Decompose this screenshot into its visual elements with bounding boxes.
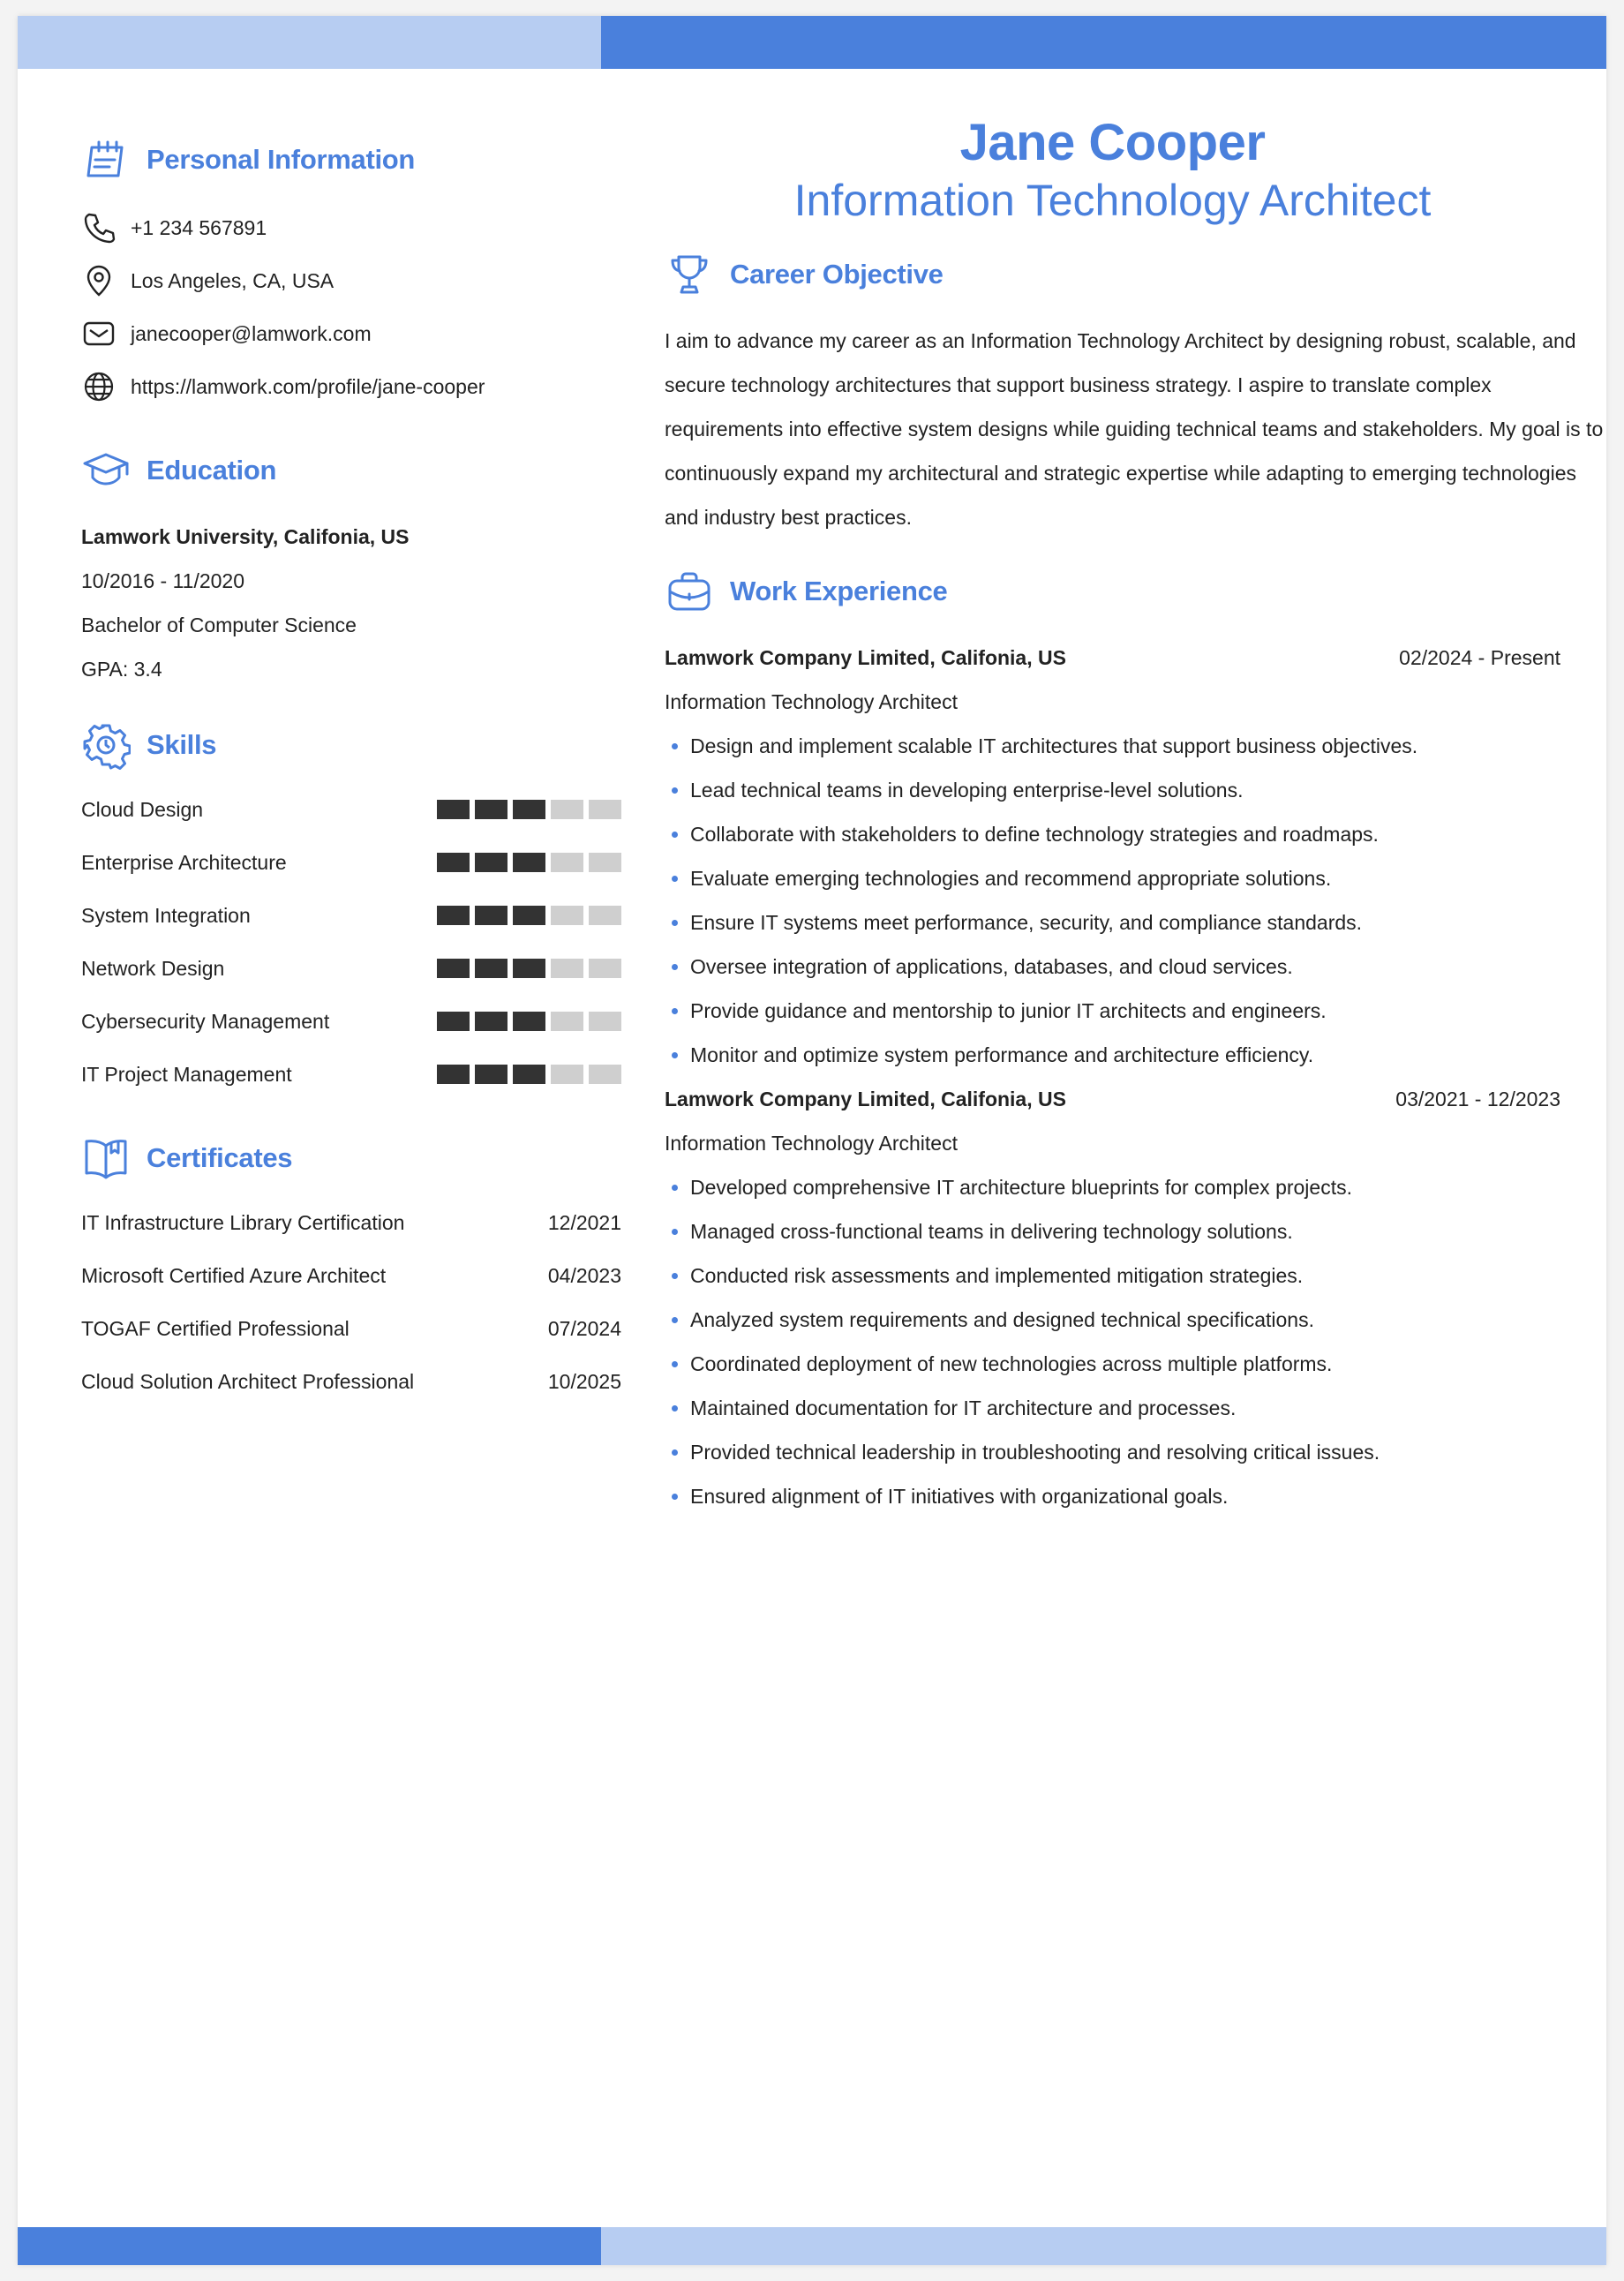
bottom-band-dark [18,2227,601,2265]
gear-icon [81,720,131,770]
skill-bar-empty [589,800,621,819]
skill-row [81,783,621,836]
skill-name: Cybersecurity Management [81,1009,330,1033]
skill-bar-filled [475,1012,508,1031]
skill-bar-filled [513,1065,545,1084]
education-dates: 10/2016 - 11/2020 [81,569,245,592]
skill-bar-empty [589,959,621,978]
job-role: Information Technology Architect [665,690,958,713]
skill-level-bars [437,1065,621,1084]
objective-line: continuously expand my architectural and strategic expertise while adapting to emerging technologies [665,462,1577,485]
candidate-title: Information Technology Architect [793,176,1432,225]
skill-level-bars [437,906,621,925]
responsibility-item: Design and implement scalable IT architectures that support business objectives. [665,724,1560,768]
objective-header [665,245,1560,304]
education-heading: Education [147,455,277,486]
certificate-date: 07/2024 [547,1316,621,1340]
responsibility-item: Collaborate with stakeholders to define technology strategies and roadmaps. [665,812,1560,856]
education-header [81,441,621,500]
skill-bar-filled [437,853,470,872]
skill-bar-empty [551,906,583,925]
objective-heading: Career Objective [730,259,944,290]
skill-bar-filled [513,800,545,819]
skill-bar-empty [589,906,621,925]
skill-bar-filled [437,906,470,925]
skill-bar-empty [551,1065,583,1084]
skill-level-bars [437,1012,621,1031]
bottom-band-light [601,2227,1606,2265]
objective-line: requirements into effective system designs while guiding technical teams and stakeholders. My goal is to [665,418,1604,440]
certificate-row [81,1355,621,1408]
certificate-date: 12/2021 [547,1210,621,1234]
job-dates: 03/2021 - 12/2023 [1395,1088,1560,1110]
skill-bar-filled [475,906,508,925]
job-company: Lamwork Company Limited, Califonia, US [665,646,1066,669]
skill-bar-filled [513,853,545,872]
open-book-icon [81,1133,131,1183]
skills-header [81,716,621,774]
responsibility-item: Conducted risk assessments and implemented mitigation strategies. [665,1253,1560,1298]
contact-email [81,307,621,360]
skill-name: IT Project Management [81,1062,292,1086]
responsibility-item: Analyzed system requirements and designed technical specifications. [665,1298,1560,1342]
skill-level-bars [437,853,621,872]
graduation-cap-icon [81,446,131,495]
resume-page [18,16,1606,2265]
skill-bar-filled [475,800,508,819]
name-block [665,113,1560,228]
job-company: Lamwork Company Limited, Califonia, US [665,1088,1066,1110]
certificate-name: TOGAF Certified Professional [81,1316,350,1340]
skill-bar-filled [437,800,470,819]
skill-bar-empty [589,853,621,872]
responsibility-item: Provide guidance and mentorship to junior IT architects and engineers. [665,989,1560,1033]
certificate-name: IT Infrastructure Library Certification [81,1210,405,1234]
experience-header [665,562,1560,621]
skill-bar-filled [475,1065,508,1084]
objective-paragraph [665,319,1604,539]
skill-name: Network Design [81,956,225,980]
skill-row [81,1048,621,1101]
personal-info-header [81,131,621,189]
skill-row [81,889,621,942]
job-entry [665,1077,1560,1518]
job-responsibilities [665,1165,1560,1518]
certificate-date: 04/2023 [547,1263,621,1287]
objective-line: secure technology architectures that support business strategy. I aspire to translate complex [665,373,1492,396]
skill-level-bars [437,959,621,978]
job-header [665,636,1560,680]
responsibility-item: Lead technical teams in developing enterprise-level solutions. [665,768,1560,812]
skills-list [81,783,621,1101]
skill-level-bars [437,800,621,819]
notepad-icon [81,135,131,184]
certificates-heading: Certificates [147,1142,293,1173]
skill-name: System Integration [81,903,251,927]
objective-line: I aim to advance my career as an Information Technology Architect by designing robust, scalable, and [665,329,1576,352]
contact-phone [81,201,621,254]
skill-bar-filled [513,906,545,925]
skills-heading: Skills [147,729,217,760]
skill-bar-empty [551,800,583,819]
certificate-row [81,1302,621,1355]
objective-line: and industry best practices. [665,506,912,529]
location-text: Los Angeles, CA, USA [131,268,335,292]
job-header [665,1077,1560,1121]
responsibility-item: Evaluate emerging technologies and recommend appropriate solutions. [665,856,1560,900]
globe-icon [81,369,117,404]
location-pin-icon [81,263,117,298]
jobs-list [665,636,1560,1518]
certificate-row [81,1196,621,1249]
skill-bar-empty [589,1012,621,1031]
email-text[interactable]: janecooper@lamwork.com [131,321,372,345]
certificates-header [81,1129,621,1187]
left-column [81,131,621,1408]
job-dates: 02/2024 - Present [1399,646,1560,669]
personal-info-heading: Personal Information [147,144,416,175]
skill-row [81,995,621,1048]
responsibility-item: Coordinated deployment of new technologies across multiple platforms. [665,1342,1560,1386]
responsibility-item: Oversee integration of applications, databases, and cloud services. [665,945,1560,989]
contact-location [81,254,621,307]
website-link[interactable]: https://lamwork.com/profile/jane-cooper [131,374,485,398]
job-responsibilities [665,724,1560,1077]
mail-icon [81,316,117,351]
skill-bar-filled [475,853,508,872]
experience-heading: Work Experience [730,576,948,606]
certificate-name: Microsoft Certified Azure Architect [81,1263,387,1287]
responsibility-item: Monitor and optimize system performance and architecture efficiency. [665,1033,1560,1077]
skill-bar-empty [589,1065,621,1084]
phone-icon [81,210,117,245]
trophy-icon [665,250,714,299]
right-column [665,113,1604,1518]
skill-bar-empty [551,959,583,978]
candidate-name: Jane Cooper [959,114,1266,171]
certificate-name: Cloud Solution Architect Professional [81,1369,415,1393]
responsibility-item: Developed comprehensive IT architecture blueprints for complex projects. [665,1165,1560,1209]
responsibility-item: Managed cross-functional teams in delivering technology solutions. [665,1209,1560,1253]
skill-bar-filled [437,1065,470,1084]
certificate-row [81,1249,621,1302]
skill-name: Cloud Design [81,797,204,821]
skill-row [81,942,621,995]
phone-text: +1 234 567891 [131,215,267,239]
contact-website [81,360,621,413]
skill-row [81,836,621,889]
certificates-list [81,1196,621,1408]
job-entry [665,636,1560,1077]
responsibility-item: Ensure IT systems meet performance, security, and compliance standards. [665,900,1560,945]
certificate-date: 10/2025 [547,1369,621,1393]
skill-bar-empty [551,853,583,872]
skill-bar-filled [513,1012,545,1031]
job-role: Information Technology Architect [665,1132,958,1155]
education-school: Lamwork University, Califonia, US [81,525,410,548]
top-band-dark [601,16,1606,69]
education-degree: Bachelor of Computer Science [81,614,357,636]
briefcase-icon [665,567,714,616]
skill-name: Enterprise Architecture [81,850,287,874]
education-gpa: GPA: 3.4 [81,658,162,681]
skill-bar-filled [437,959,470,978]
skill-bar-empty [551,1012,583,1031]
top-band-light [18,16,601,69]
responsibility-item: Provided technical leadership in troubleshooting and resolving critical issues. [665,1430,1560,1474]
skill-bar-filled [475,959,508,978]
responsibility-item: Maintained documentation for IT architecture and processes. [665,1386,1560,1430]
skill-bar-filled [437,1012,470,1031]
responsibility-item: Ensured alignment of IT initiatives with organizational goals. [665,1474,1560,1518]
skill-bar-filled [513,959,545,978]
